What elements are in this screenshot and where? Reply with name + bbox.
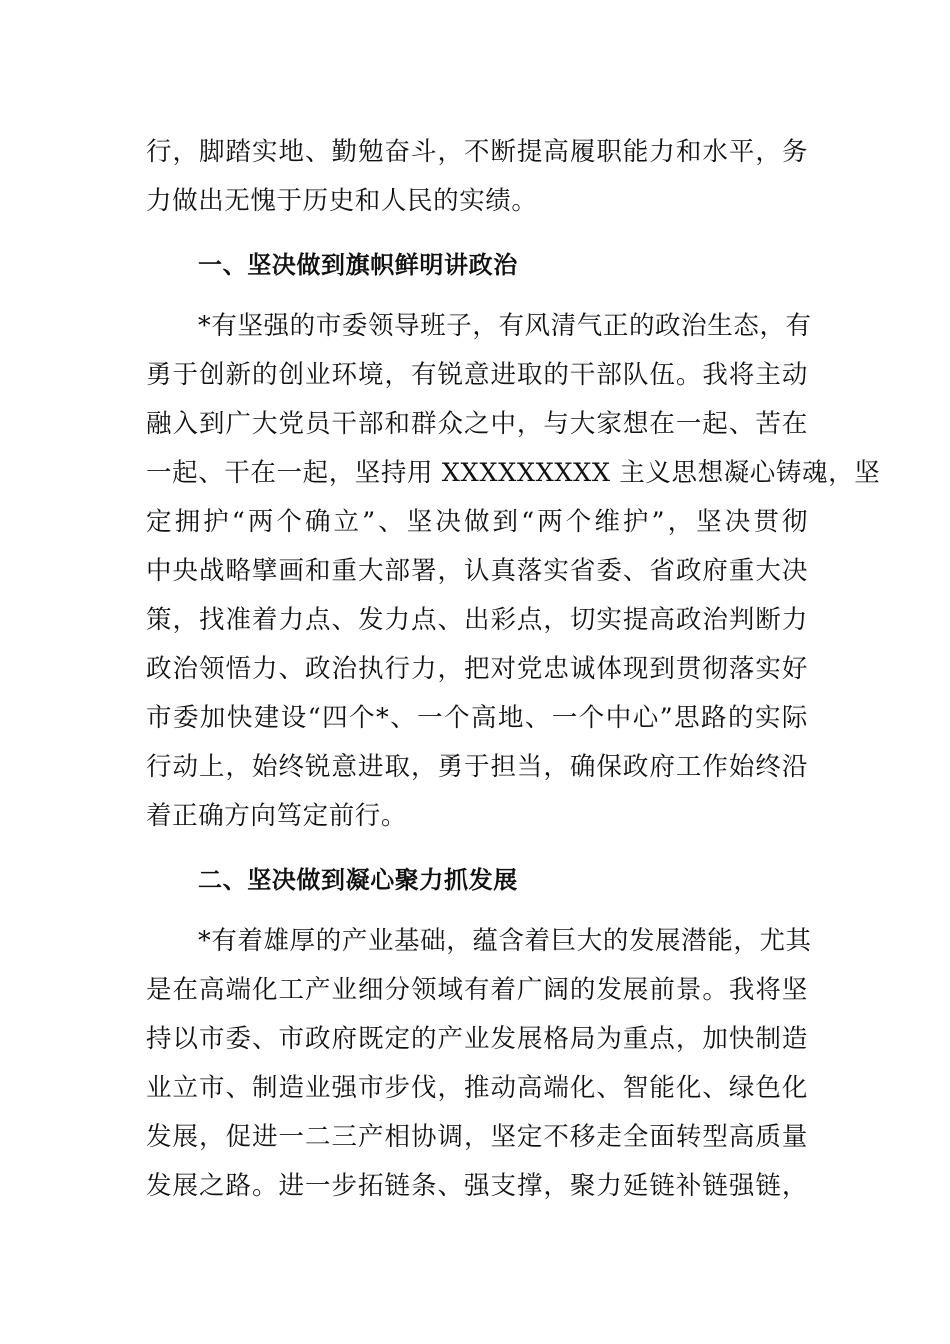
section-1-line-10: 行动上，始终锐意进取，勇于担当，确保政府工作始终沿 [146,752,808,782]
section-1-line-6: 中央战略擘画和重大部署，认真落实省委、省政府重大决 [146,556,808,586]
intro-line-1: 行，脚踏实地、勤勉奋斗，不断提高履职能力和水平，务 [146,137,808,167]
section-1-line-5: 定拥护“两个确立”、坚决做到“两个维护”，坚决贯彻 [146,507,808,537]
section-1-line-8: 政治领悟力、政治执行力，把对党忠诚体现到贯彻落实好 [146,654,808,684]
section-2-heading: 二、坚决做到凝心聚力抓发展 [198,866,518,894]
section-1-line-9: 市委加快建设“四个*、一个高地、一个中心”思路的实际 [146,703,808,733]
section-2-line-2: 是在高端化工产业细分领域有着广阔的发展前景。我将坚 [146,975,808,1005]
section-1-line-4: 一起、干在一起，坚持用 XXXXXXXXX 主义思想凝心铸魂，坚 [146,458,881,488]
section-2-line-5: 发展，促进一二三产相协调，坚定不移走全面转型高质量 [146,1122,808,1152]
section-2-line-6: 发展之路。进一步拓链条、强支撑，聚力延链补链强链， [146,1171,808,1201]
section-1-heading: 一、坚决做到旗帜鲜明讲政治 [198,251,518,279]
section-2-line-4: 业立市、制造业强市步伐，推动高端化、智能化、绿色化 [146,1073,808,1103]
section-1-line-2: 勇于创新的创业环境，有锐意进取的干部队伍。我将主动 [146,360,808,390]
section-1-line-7: 策，找准着力点、发力点、出彩点，切实提高政治判断力 [146,605,808,635]
section-2-line-1: *有着雄厚的产业基础，蕴含着巨大的发展潜能，尤其 [198,926,812,956]
section-1-line-1: *有坚强的市委领导班子，有风清气正的政治生态，有 [198,311,812,341]
section-1-line-3: 融入到广大党员干部和群众之中，与大家想在一起、苦在 [146,409,808,439]
section-2-line-3: 持以市委、市政府既定的产业发展格局为重点，加快制造 [146,1024,808,1054]
intro-line-2: 力做出无愧于历史和人民的实绩。 [146,186,538,216]
section-1-line-11: 着正确方向笃定前行。 [146,801,408,831]
